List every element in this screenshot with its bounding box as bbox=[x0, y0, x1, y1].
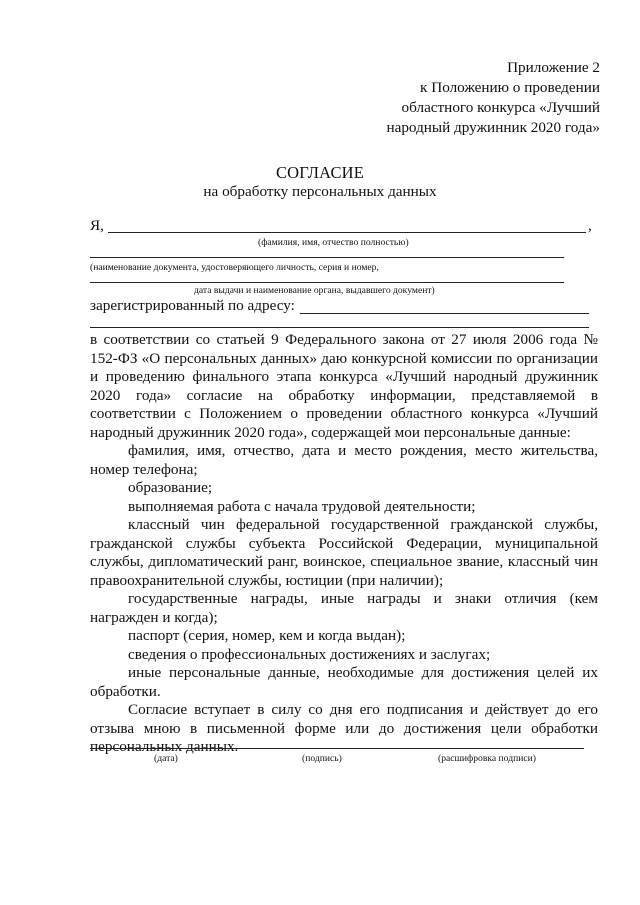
document-title: СОГЛАСИЕ bbox=[275, 163, 365, 182]
registered-label: зарегистрированный по адресу: bbox=[90, 297, 295, 314]
intro-paragraph: в соответствии со статьей 9 Федерального закона от 27 июля 2006 года № 152-ФЗ «О персональных данных» даю конкурсной комиссии по организации и проведению финального этапа конкурса «Лучший народный дружинник 2020 года» согласие на обработку информации, представляемой в соответствии с Положением о проведении областного конкурса «Лучший народный дружинник 2020 года», содержащей мои персональные данные: bbox=[90, 331, 598, 441]
appendix-header bbox=[270, 58, 600, 138]
consent-body bbox=[90, 331, 598, 757]
caption-fio: (фамилия, имя, отчество полностью) bbox=[258, 237, 409, 248]
signature-line[interactable] bbox=[90, 748, 584, 749]
document-subtitle: на обработку персональных данных bbox=[203, 183, 437, 200]
list-item: государственные награды, иные награды и знаки отличия (кем награжден и когда); bbox=[90, 590, 598, 626]
ya-label: Я, bbox=[90, 217, 104, 234]
closing-paragraph: Согласие вступает в силу со дня его подписания и действует до его отзыва мною в письменной форме или до достижения цели обработки персональных данных. bbox=[90, 701, 598, 755]
list-item: фамилия, имя, отчество, дата и место рождения, место жительства, номер телефона; bbox=[90, 442, 598, 478]
caption-signature-decode: (расшифровка подписи) bbox=[438, 753, 536, 764]
fio-field-line[interactable] bbox=[108, 232, 586, 233]
caption-date: (дата) bbox=[154, 753, 178, 764]
list-item: образование; bbox=[128, 479, 213, 496]
caption-document-issue: дата выдачи и наименование органа, выдавшего документ) bbox=[194, 285, 435, 296]
appendix-line: народный дружинник 2020 года» bbox=[386, 119, 600, 136]
address-field-line[interactable] bbox=[300, 313, 589, 314]
caption-signature: (подпись) bbox=[302, 753, 342, 764]
appendix-line: областного конкурса «Лучший bbox=[401, 99, 600, 116]
comma: , bbox=[588, 217, 592, 234]
list-item: сведения о профессиональных достижениях и заслугах; bbox=[128, 645, 491, 663]
address-field-line-2[interactable] bbox=[90, 327, 589, 328]
document-field-line[interactable] bbox=[90, 257, 564, 258]
list-item: иные персональные данные, необходимые для достижения целей их обработки. bbox=[90, 664, 598, 700]
document-issue-field-line[interactable] bbox=[90, 282, 564, 283]
appendix-line: Приложение 2 bbox=[507, 59, 600, 76]
appendix-line: к Положению о проведении bbox=[420, 79, 600, 96]
list-item: классный чин федеральной государственной гражданской службы, гражданской службы субъекта Российской Федерации, муниципальной службы, дипломатический ранг, воинское, специальное звание, классный чин правоохранительной службы, юстиции (при наличии); bbox=[90, 516, 598, 589]
caption-document: (наименование документа, удостоверяющего личность, серия и номер, bbox=[90, 262, 379, 273]
list-item: выполняемая работа с начала трудовой деятельности; bbox=[128, 497, 476, 515]
list-item: паспорт (серия, номер, кем и когда выдан); bbox=[128, 627, 406, 644]
